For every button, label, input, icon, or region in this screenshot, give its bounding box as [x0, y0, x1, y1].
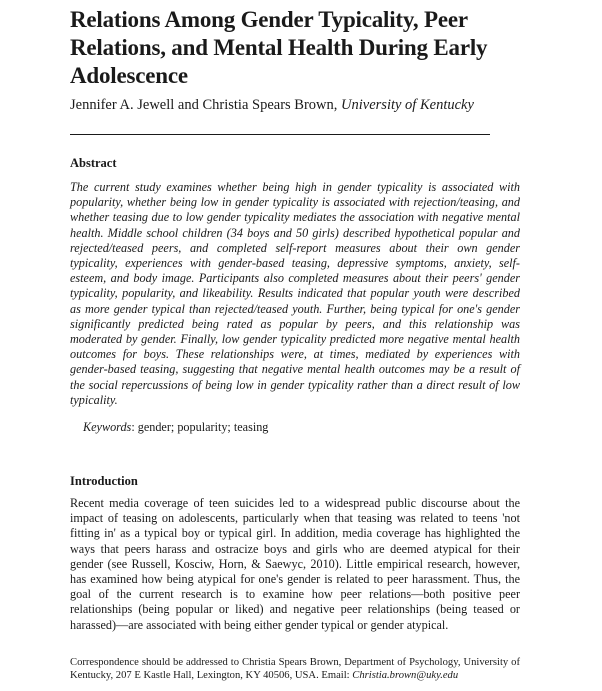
paper-page: [70, 0, 520, 681]
authors: Jennifer A. Jewell and Christia Spears Brown,: [70, 97, 338, 113]
introduction-heading: Introduction: [70, 474, 138, 489]
abstract-heading: Abstract: [70, 156, 117, 170]
author-line: [70, 96, 520, 114]
correspondence-footnote: [70, 656, 520, 682]
title-divider: [70, 134, 490, 135]
abstract-text: The current study examines whether being high in gender typicality is associated with popularity, whether being low in gender typicality is associated with rejection/teasing, and whether teasing due to low gender typicality mediates the association with negative mental health. Middle school children (34 boys and 50 girls) described hypothetical popular and rejected/teased peers, and completed self-report measures about their own gender typicality, experiences with gender-based teasing, depressive symptoms, anxiety, self-esteem, and body image. Participants also completed measures about their peers' gender typicality, popularity, and likeability. Results indicated that popular youth were described as more gender typical than rejected/teased youth. Further, being typical for one's gender significantly predicted being rated as popular by peers, and this relationship was moderated by gender. Finally, low gender typicality predicted more negative mental health outcomes for boys. These relationships were, at times, mediated by experiences with gender-based teasing, suggesting that negative mental health outcomes may be a result of the social repercussions of being low in gender typicality rather than a direct result of low typicality.: [70, 180, 520, 407]
keywords-label: Keywords: [83, 420, 132, 435]
keywords-text: : gender; popularity; teasing: [131, 420, 269, 435]
affiliation: University of Kentucky: [341, 97, 474, 113]
correspondence-text: Correspondence should be addressed to Christia Spears Brown, Department of Psychology, University of Kentucky, 207 E Kastle Hall, Lexington, KY 40506, USA. Email:: [70, 657, 520, 681]
introduction-text: Recent media coverage of teen suicides led to a widespread public discourse about the impact of teasing on adolescents, particularly when that teasing was related to teens 'not fitting in' as a typical boy or typical girl. In addition, media coverage has highlighted the ways that peers harass and ostracize boys and girls who are deemed atypical for their gender (see Russell, Kosciw, Horn, & Saewyc, 2010). Little empirical research, however, has examined how being atypical for one's gender is related to peer harassment. Thus, the goal of the current research is to examine how peer relations—both positive peer relationships (being popular or liked) and negative peer relationships (being teased or harassed)—are associated with being either gender typical or gender atypical.: [70, 496, 520, 632]
correspondence-email: Christia.brown@uky.edu: [352, 670, 459, 681]
keywords: [70, 420, 520, 435]
paper-title: Relations Among Gender Typicality, Peer Relations, and Mental Health During Early Adolescence: [70, 7, 488, 88]
